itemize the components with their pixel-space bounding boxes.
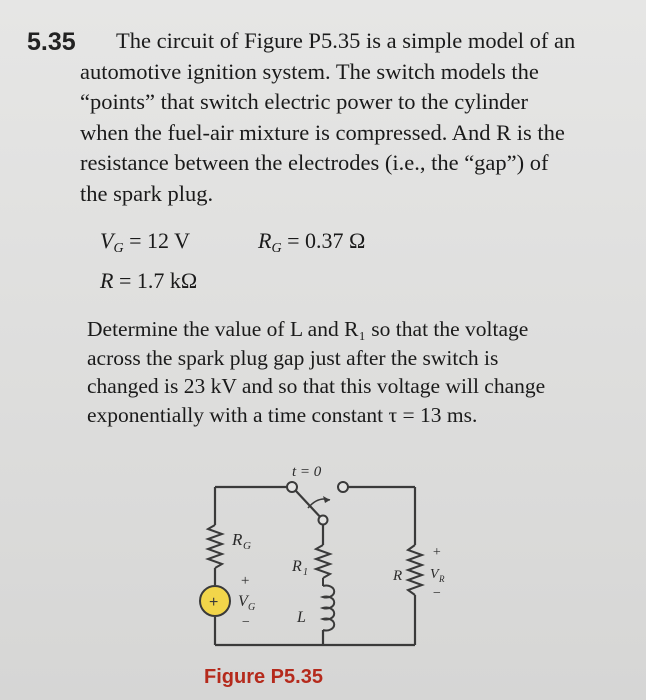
switch-pivot (319, 516, 328, 525)
vg-minus: − (241, 615, 251, 630)
resistor-r (408, 545, 422, 595)
vg-label: V (238, 593, 248, 610)
resistor-rg (208, 525, 222, 568)
l-label: L (297, 609, 306, 626)
question-line: Determine the value of L and R₁ so that the voltage (87, 317, 529, 341)
figure-caption: Figure P5.35 (204, 666, 323, 688)
r1-label-sub: 1 (303, 567, 308, 578)
question-line: across the spark plug gap just after the switch is (87, 345, 499, 370)
vr-label-sub: R (439, 574, 445, 584)
intro-line: automotive ignition system. The switch models the (80, 58, 539, 84)
vg-plus: + (240, 573, 251, 589)
given-r: R = 1.7 kΩ (100, 268, 198, 293)
inductor-l (323, 578, 334, 631)
switch-time-label: t = 0 (292, 464, 322, 480)
question-line: changed is 23 kV and so that this voltage will change (87, 374, 546, 398)
vr-plus: + (432, 545, 442, 560)
intro-line: when the fuel-air mixture is compressed. And R is the (80, 119, 565, 145)
r-label: R (393, 568, 403, 584)
given-rg: $R_G = 0.37$ Ω (258, 228, 366, 256)
r1-label: R (292, 558, 302, 575)
intro-line: resistance between the electrodes (i.e., the “gap”) of (80, 150, 549, 175)
switch-arrow-head (323, 496, 330, 503)
resistor-r1 (316, 545, 330, 578)
switch-contact-left (287, 482, 297, 492)
vr-minus: − (432, 586, 442, 601)
rg-label: R (232, 530, 243, 549)
intro-line: The circuit of Figure P5.35 is a simple model of an (116, 28, 576, 53)
intro-line: the spark plug. (80, 180, 214, 206)
rg-label-sub: G (243, 540, 251, 552)
question-line: exponentially with a time constant τ = 13 ms. (87, 402, 478, 427)
source-plus-sign: + (209, 594, 219, 611)
given-vg: $V_G = 12$ V (100, 228, 190, 256)
vg-label-sub: G (248, 602, 256, 613)
intro-line: “points” that switch electric power to the cylinder (80, 89, 528, 114)
switch-contact-right (338, 482, 348, 492)
problem-number: 5.35 (27, 28, 76, 56)
vr-label: V (430, 567, 439, 582)
